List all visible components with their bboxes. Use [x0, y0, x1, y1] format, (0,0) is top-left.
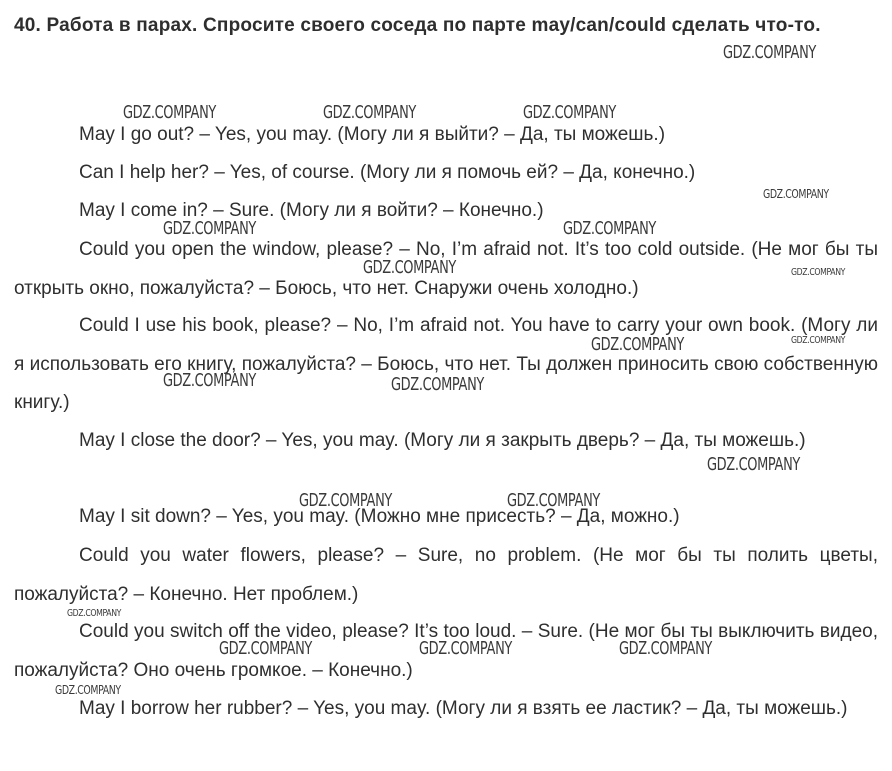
watermark: GDZ.COMPANY: [419, 638, 512, 659]
watermark: GDZ.COMPANY: [707, 454, 800, 475]
watermark: GDZ.COMPANY: [619, 638, 712, 659]
watermark: GDZ.COMPANY: [163, 218, 256, 239]
watermark: GDZ.COMPANY: [723, 42, 816, 63]
watermark: GDZ.COMPANY: [55, 683, 121, 697]
watermark: GDZ.COMPANY: [323, 102, 416, 123]
dialogue-line: May I sit down? – Yes, you may. (Можно мне присесть? – Да, можно.): [79, 506, 680, 527]
watermark: GDZ.COMPANY: [563, 218, 656, 239]
watermark: GDZ.COMPANY: [523, 102, 616, 123]
dialogue-line: Could you switch off the video, please? It’s too loud. – Sure. (Не мог бы ты выключить видео, пожалуйста? Оно очень громкое. – Конечно.): [14, 621, 878, 681]
dialogue-line: Could I use his book, please? – No, I’m afraid not. You have to carry your own book. (Могу ли я использовать его книгу, пожалуйста? – Боюсь, что нет. Ты должен приносить свою собственную книгу.): [14, 315, 878, 413]
dialogue-line: May I go out? – Yes, you may. (Могу ли я выйти? – Да, ты можешь.): [79, 124, 666, 145]
dialogue-line: Can I help her? – Yes, of course. (Могу ли я помочь ей? – Да, конечно.): [79, 162, 696, 183]
watermark: GDZ.COMPANY: [591, 334, 684, 355]
watermark: GDZ.COMPANY: [791, 335, 846, 346]
dialogue-line: May I borrow her rubber? – Yes, you may. (Могу ли я взять ее ластик? – Да, ты можешь.): [79, 698, 848, 719]
dialogue-line: May I close the door? – Yes, you may. (Могу ли я закрыть дверь? – Да, ты можешь.): [79, 430, 806, 451]
exercise-title: 40. Работа в парах. Спросите своего соседа по парте may/can/could сделать что-то.: [14, 15, 821, 36]
watermark: GDZ.COMPANY: [299, 490, 392, 511]
watermark: GDZ.COMPANY: [123, 102, 216, 123]
watermark: GDZ.COMPANY: [507, 490, 600, 511]
watermark: GDZ.COMPANY: [791, 267, 846, 278]
watermark: GDZ.COMPANY: [763, 187, 829, 201]
watermark: GDZ.COMPANY: [163, 370, 256, 391]
watermark: GDZ.COMPANY: [67, 608, 122, 619]
dialogue-line: Could you open the window, please? – No, I’m afraid not. It’s too cold outside. (Не мог бы ты открыть окно, пожалуйста? – Боюсь, что нет. Снаружи очень холодно.): [14, 239, 878, 299]
dialogue-line: May I come in? – Sure. (Могу ли я войти? – Конечно.): [79, 200, 544, 221]
dialogue-line: Could you water flowers, please? – Sure, no problem. (Не мог бы ты полить цветы, пожалуйста? – Конечно. Нет проблем.): [14, 545, 878, 605]
watermark: GDZ.COMPANY: [391, 374, 484, 395]
watermark: GDZ.COMPANY: [363, 257, 456, 278]
watermark: GDZ.COMPANY: [219, 638, 312, 659]
